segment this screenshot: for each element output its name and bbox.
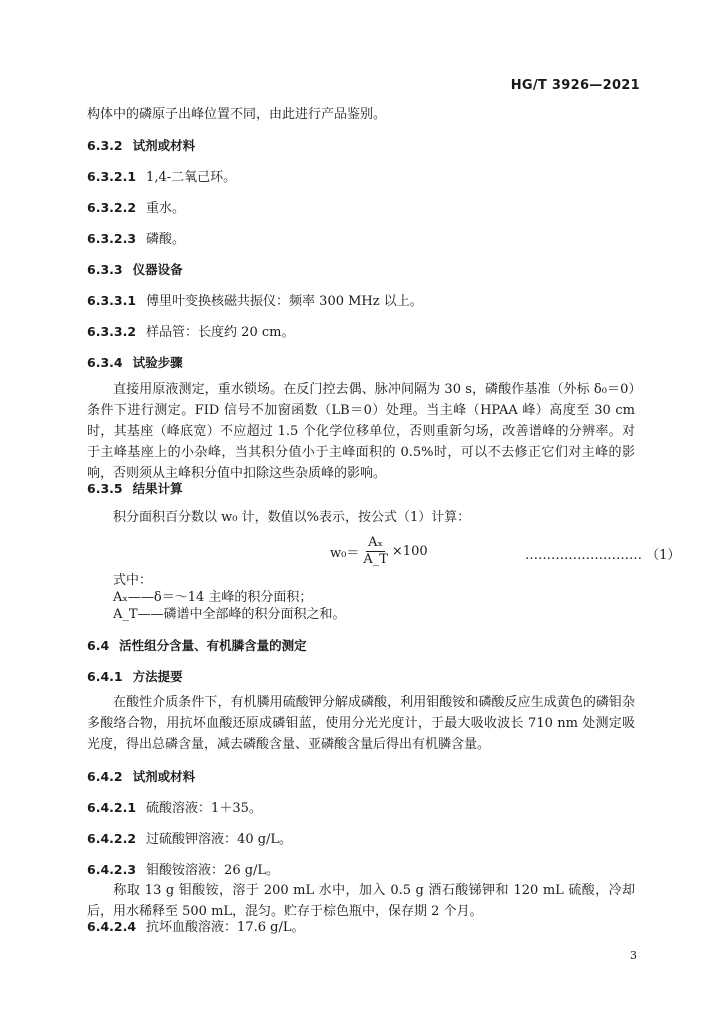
section-6-4 bbox=[87, 638, 307, 654]
section-number: 6.3.2 bbox=[87, 138, 123, 153]
item-6-4-2-3 bbox=[87, 862, 279, 879]
section-6-3-5 bbox=[87, 481, 183, 497]
section-6-3-3 bbox=[87, 262, 183, 278]
item-6-4-2-1 bbox=[87, 800, 262, 817]
paragraph-ammonium-molybdate-prep bbox=[87, 880, 635, 922]
paragraph-method-summary bbox=[87, 692, 635, 755]
section-title: 方法提要 bbox=[132, 669, 183, 684]
definition-at: A_T——磷谱中全部峰的积分面积之和。 bbox=[113, 607, 346, 622]
section-title: 结果计算 bbox=[132, 481, 183, 496]
formula-numerator: Aₓ bbox=[368, 534, 384, 550]
paragraph-test-procedure bbox=[87, 379, 635, 484]
item-6-3-2-3 bbox=[87, 231, 185, 248]
formula-fraction bbox=[361, 535, 390, 568]
item-6-3-2-2 bbox=[87, 200, 185, 217]
item-number: 6.3.3.2 bbox=[87, 324, 137, 339]
item-text: 磷酸。 bbox=[146, 232, 186, 247]
item-text: 抗坏血酸溶液：17.6 g/L。 bbox=[146, 920, 305, 935]
formula-number: ……………………… （1） bbox=[525, 548, 681, 563]
item-number: 6.4.2.3 bbox=[87, 862, 137, 877]
section-number: 6.3.3 bbox=[87, 262, 123, 277]
item-number: 6.4.2.1 bbox=[87, 800, 137, 815]
item-number: 6.4.2.4 bbox=[87, 919, 137, 934]
formula-1 bbox=[330, 533, 428, 569]
where-label: 式中： bbox=[113, 573, 153, 588]
section-title: 仪器设备 bbox=[132, 262, 183, 277]
section-number: 6.4 bbox=[87, 638, 110, 653]
definition-ax: Aₓ——δ＝～14 主峰的积分面积； bbox=[113, 590, 313, 605]
item-text: 傅里叶变换核磁共振仪：频率 300 MHz 以上。 bbox=[146, 294, 423, 309]
formula-denominator: A_T bbox=[363, 551, 388, 567]
item-text: 重水。 bbox=[146, 201, 186, 216]
item-number: 6.3.2.2 bbox=[87, 200, 137, 215]
item-number: 6.3.2.1 bbox=[87, 169, 137, 184]
page-number: 3 bbox=[630, 949, 637, 962]
item-text: 钼酸铵溶液：26 g/L。 bbox=[146, 863, 280, 878]
section-title: 试剂或材料 bbox=[132, 769, 196, 784]
section-title: 活性组分含量、有机膦含量的测定 bbox=[119, 638, 307, 653]
item-6-3-3-2 bbox=[87, 324, 294, 341]
paragraph-text: 在酸性介质条件下，有机膦用硫酸钾分解成磷酸，利用钼酸铵和磷酸反应生成黄色的磷钼杂多酸络合物，用抗坏血酸还原成磷钼蓝，使用分光光度计，于最大吸收波长 710 nm 处测定吸光度，得出总磷含量，减去磷酸含量、亚磷酸含量后得出有机膦含量。 bbox=[87, 695, 635, 752]
paragraph-text: 称取 13 g 钼酸铵，溶于 200 mL 水中，加入 0.5 g 酒石酸锑钾和 120 mL 硫酸，冷却后，用水稀释至 500 mL，混匀。贮存于棕色瓶中，保存期 2 个月。 bbox=[87, 883, 635, 919]
item-text: 硫酸溶液：1＋35。 bbox=[146, 801, 262, 816]
item-number: 6.3.2.3 bbox=[87, 231, 137, 246]
section-title: 试验步骤 bbox=[132, 355, 183, 370]
section-6-3-4 bbox=[87, 355, 183, 371]
formula-lhs: w₀＝ bbox=[330, 545, 360, 561]
continued-text: 构体中的磷原子出峰位置不同，由此进行产品鉴别。 bbox=[87, 107, 387, 122]
item-6-4-2-2 bbox=[87, 831, 292, 848]
standard-code: HG/T 3926—2021 bbox=[510, 78, 640, 93]
section-number: 6.4.1 bbox=[87, 669, 123, 684]
section-number: 6.3.5 bbox=[87, 481, 123, 496]
item-number: 6.4.2.2 bbox=[87, 831, 137, 846]
section-number: 6.3.4 bbox=[87, 355, 123, 370]
section-6-4-2 bbox=[87, 769, 195, 785]
section-6-3-2 bbox=[87, 138, 195, 154]
item-text: 过硫酸钾溶液：40 g/L。 bbox=[146, 832, 293, 847]
formula-rhs: ×100 bbox=[391, 543, 428, 559]
item-6-3-2-1 bbox=[87, 169, 236, 186]
item-text: 样品管：长度约 20 cm。 bbox=[146, 325, 295, 340]
section-6-4-1 bbox=[87, 669, 183, 685]
item-6-3-3-1 bbox=[87, 293, 423, 310]
section-number: 6.4.2 bbox=[87, 769, 123, 784]
item-6-4-2-4 bbox=[87, 919, 304, 936]
section-title: 试剂或材料 bbox=[132, 138, 196, 153]
paragraph-calculation-intro: 积分面积百分数以 w₀ 计，数值以%表示，按公式（1）计算： bbox=[113, 510, 471, 525]
item-text: 1,4-二氧己环。 bbox=[146, 170, 237, 185]
item-number: 6.3.3.1 bbox=[87, 293, 137, 308]
paragraph-text: 直接用原液测定，重水锁场。在反门控去偶、脉冲间隔为 30 s，磷酸作基准（外标 δ₀＝0）条件下进行测定。FID 信号不加窗函数（LB＝0）处理。当主峰（HPAA 峰）高度至 30 cm 时，其基座（峰底宽）不应超过 1.5 个化学位移单位，否则重新匀场，改善谱峰的分辨率。对于主峰基座上的小杂峰，当其积分值小于主峰面积的 0.5%时，可以不去修正它们对主峰的影响，否则须从主峰积分值中扣除这些杂质峰的影响。 bbox=[87, 382, 635, 481]
